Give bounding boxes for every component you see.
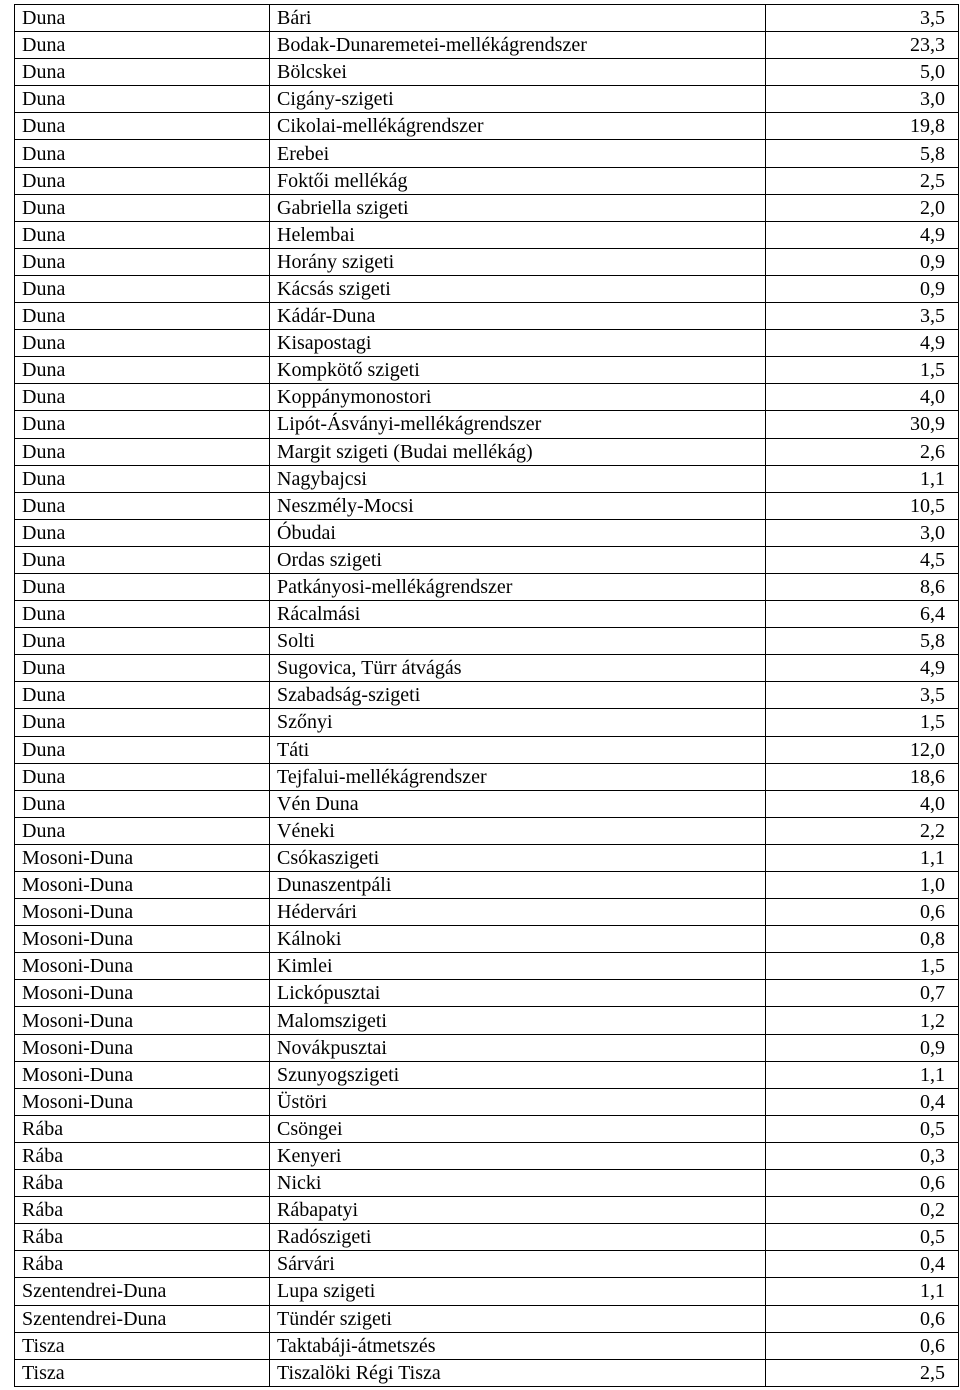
branch-name-cell: Kompkötő szigeti bbox=[270, 357, 766, 384]
branch-name-cell: Szőnyi bbox=[270, 709, 766, 736]
river-cell: Duna bbox=[15, 32, 270, 59]
table-row bbox=[15, 32, 959, 59]
table-row bbox=[15, 1359, 959, 1386]
value-cell: 0,5 bbox=[766, 1115, 959, 1142]
branch-name-cell: Sugovica, Türr átvágás bbox=[270, 655, 766, 682]
table-row bbox=[15, 655, 959, 682]
table-row bbox=[15, 465, 959, 492]
table-row bbox=[15, 438, 959, 465]
branch-name-cell: Kimlei bbox=[270, 953, 766, 980]
table-row bbox=[15, 1224, 959, 1251]
value-cell: 4,0 bbox=[766, 384, 959, 411]
river-cell: Tisza bbox=[15, 1332, 270, 1359]
table-row bbox=[15, 248, 959, 275]
river-cell: Duna bbox=[15, 573, 270, 600]
branch-name-cell: Óbudai bbox=[270, 519, 766, 546]
river-cell: Duna bbox=[15, 601, 270, 628]
value-cell: 1,5 bbox=[766, 953, 959, 980]
branch-name-cell: Kálnoki bbox=[270, 926, 766, 953]
value-cell: 3,0 bbox=[766, 519, 959, 546]
river-cell: Duna bbox=[15, 5, 270, 32]
value-cell: 1,1 bbox=[766, 1061, 959, 1088]
value-cell: 18,6 bbox=[766, 763, 959, 790]
branch-name-cell: Solti bbox=[270, 628, 766, 655]
value-cell: 0,7 bbox=[766, 980, 959, 1007]
value-cell: 0,8 bbox=[766, 926, 959, 953]
value-cell: 1,0 bbox=[766, 872, 959, 899]
river-cell: Mosoni-Duna bbox=[15, 953, 270, 980]
value-cell: 12,0 bbox=[766, 736, 959, 763]
value-cell: 0,9 bbox=[766, 248, 959, 275]
river-cell: Mosoni-Duna bbox=[15, 1034, 270, 1061]
branch-name-cell: Novákpusztai bbox=[270, 1034, 766, 1061]
value-cell: 4,9 bbox=[766, 655, 959, 682]
river-cell: Szentendrei-Duna bbox=[15, 1278, 270, 1305]
value-cell: 1,1 bbox=[766, 465, 959, 492]
river-cell: Duna bbox=[15, 628, 270, 655]
river-cell: Duna bbox=[15, 736, 270, 763]
value-cell: 4,9 bbox=[766, 221, 959, 248]
river-cell: Duna bbox=[15, 194, 270, 221]
branch-name-cell: Horány szigeti bbox=[270, 248, 766, 275]
branch-name-cell: Taktabáji-átmetszés bbox=[270, 1332, 766, 1359]
table-row bbox=[15, 1278, 959, 1305]
table-row bbox=[15, 844, 959, 871]
river-cell: Mosoni-Duna bbox=[15, 844, 270, 871]
river-cell: Duna bbox=[15, 519, 270, 546]
table-row bbox=[15, 1251, 959, 1278]
river-cell: Duna bbox=[15, 167, 270, 194]
river-cell: Rába bbox=[15, 1170, 270, 1197]
value-cell: 0,4 bbox=[766, 1088, 959, 1115]
river-cell: Rába bbox=[15, 1142, 270, 1169]
river-cell: Duna bbox=[15, 330, 270, 357]
table-row bbox=[15, 980, 959, 1007]
table-row bbox=[15, 763, 959, 790]
table-row bbox=[15, 546, 959, 573]
table-row bbox=[15, 1061, 959, 1088]
branch-name-cell: Koppánymonostori bbox=[270, 384, 766, 411]
branch-name-cell: Vén Duna bbox=[270, 790, 766, 817]
table-row bbox=[15, 601, 959, 628]
table-row bbox=[15, 899, 959, 926]
value-cell: 19,8 bbox=[766, 113, 959, 140]
river-cell: Tisza bbox=[15, 1359, 270, 1386]
branch-name-cell: Tejfalui-mellékágrendszer bbox=[270, 763, 766, 790]
branch-name-cell: Csókaszigeti bbox=[270, 844, 766, 871]
value-cell: 0,6 bbox=[766, 1170, 959, 1197]
table-row bbox=[15, 817, 959, 844]
branch-name-cell: Csöngei bbox=[270, 1115, 766, 1142]
table-row bbox=[15, 140, 959, 167]
value-cell: 0,2 bbox=[766, 1197, 959, 1224]
value-cell: 1,2 bbox=[766, 1007, 959, 1034]
branch-name-cell: Helembai bbox=[270, 221, 766, 248]
branch-name-cell: Nagybajcsi bbox=[270, 465, 766, 492]
table-row bbox=[15, 682, 959, 709]
branch-name-cell: Gabriella szigeti bbox=[270, 194, 766, 221]
river-cell: Rába bbox=[15, 1115, 270, 1142]
table-row bbox=[15, 86, 959, 113]
branch-name-cell: Kisapostagi bbox=[270, 330, 766, 357]
branch-name-cell: Radószigeti bbox=[270, 1224, 766, 1251]
value-cell: 0,6 bbox=[766, 899, 959, 926]
river-cell: Duna bbox=[15, 275, 270, 302]
table-row bbox=[15, 926, 959, 953]
branch-name-cell: Véneki bbox=[270, 817, 766, 844]
river-cell: Duna bbox=[15, 86, 270, 113]
branch-name-cell: Bölcskei bbox=[270, 59, 766, 86]
value-cell: 1,1 bbox=[766, 844, 959, 871]
value-cell: 10,5 bbox=[766, 492, 959, 519]
table-row bbox=[15, 628, 959, 655]
river-cell: Mosoni-Duna bbox=[15, 872, 270, 899]
data-table bbox=[14, 4, 959, 1387]
table-row bbox=[15, 167, 959, 194]
table-row bbox=[15, 1034, 959, 1061]
value-cell: 23,3 bbox=[766, 32, 959, 59]
river-cell: Duna bbox=[15, 59, 270, 86]
river-cell: Duna bbox=[15, 384, 270, 411]
table-row bbox=[15, 5, 959, 32]
value-cell: 0,9 bbox=[766, 1034, 959, 1061]
table-row bbox=[15, 1142, 959, 1169]
value-cell: 3,5 bbox=[766, 5, 959, 32]
river-cell: Mosoni-Duna bbox=[15, 1088, 270, 1115]
branch-name-cell: Táti bbox=[270, 736, 766, 763]
value-cell: 4,0 bbox=[766, 790, 959, 817]
value-cell: 2,6 bbox=[766, 438, 959, 465]
table-row bbox=[15, 113, 959, 140]
river-cell: Duna bbox=[15, 113, 270, 140]
table-row bbox=[15, 357, 959, 384]
branch-name-cell: Szabadság-szigeti bbox=[270, 682, 766, 709]
river-cell: Duna bbox=[15, 682, 270, 709]
river-cell: Duna bbox=[15, 655, 270, 682]
branch-name-cell: Sárvári bbox=[270, 1251, 766, 1278]
river-cell: Duna bbox=[15, 438, 270, 465]
table-row bbox=[15, 1305, 959, 1332]
table-row bbox=[15, 194, 959, 221]
river-cell: Duna bbox=[15, 492, 270, 519]
value-cell: 1,5 bbox=[766, 709, 959, 736]
table-row bbox=[15, 411, 959, 438]
branch-name-cell: Tündér szigeti bbox=[270, 1305, 766, 1332]
river-cell: Duna bbox=[15, 357, 270, 384]
branch-name-cell: Kenyeri bbox=[270, 1142, 766, 1169]
value-cell: 5,8 bbox=[766, 628, 959, 655]
branch-name-cell: Bári bbox=[270, 5, 766, 32]
value-cell: 2,5 bbox=[766, 1359, 959, 1386]
branch-name-cell: Bodak-Dunaremetei-mellékágrendszer bbox=[270, 32, 766, 59]
river-cell: Mosoni-Duna bbox=[15, 899, 270, 926]
table-row bbox=[15, 573, 959, 600]
value-cell: 5,0 bbox=[766, 59, 959, 86]
table-row bbox=[15, 275, 959, 302]
river-cell: Mosoni-Duna bbox=[15, 1007, 270, 1034]
table-row bbox=[15, 384, 959, 411]
table-row bbox=[15, 1170, 959, 1197]
branch-name-cell: Nicki bbox=[270, 1170, 766, 1197]
value-cell: 2,0 bbox=[766, 194, 959, 221]
value-cell: 0,3 bbox=[766, 1142, 959, 1169]
table-row bbox=[15, 492, 959, 519]
value-cell: 0,5 bbox=[766, 1224, 959, 1251]
river-cell: Duna bbox=[15, 763, 270, 790]
value-cell: 1,1 bbox=[766, 1278, 959, 1305]
value-cell: 0,6 bbox=[766, 1332, 959, 1359]
value-cell: 3,5 bbox=[766, 303, 959, 330]
table-row bbox=[15, 1088, 959, 1115]
branch-name-cell: Erebei bbox=[270, 140, 766, 167]
branch-name-cell: Patkányosi-mellékágrendszer bbox=[270, 573, 766, 600]
river-cell: Duna bbox=[15, 248, 270, 275]
table-body bbox=[15, 5, 959, 1387]
river-cell: Duna bbox=[15, 817, 270, 844]
river-cell: Rába bbox=[15, 1251, 270, 1278]
river-cell: Duna bbox=[15, 140, 270, 167]
value-cell: 5,8 bbox=[766, 140, 959, 167]
value-cell: 3,0 bbox=[766, 86, 959, 113]
table-row bbox=[15, 303, 959, 330]
branch-name-cell: Hédervári bbox=[270, 899, 766, 926]
value-cell: 30,9 bbox=[766, 411, 959, 438]
branch-name-cell: Dunaszentpáli bbox=[270, 872, 766, 899]
branch-name-cell: Rábapatyi bbox=[270, 1197, 766, 1224]
river-cell: Duna bbox=[15, 303, 270, 330]
table-row bbox=[15, 221, 959, 248]
river-cell: Duna bbox=[15, 465, 270, 492]
branch-name-cell: Margit szigeti (Budai mellékág) bbox=[270, 438, 766, 465]
river-cell: Mosoni-Duna bbox=[15, 926, 270, 953]
branch-name-cell: Malomszigeti bbox=[270, 1007, 766, 1034]
branch-name-cell: Kácsás szigeti bbox=[270, 275, 766, 302]
table-row bbox=[15, 1332, 959, 1359]
river-cell: Duna bbox=[15, 709, 270, 736]
branch-name-cell: Cigány-szigeti bbox=[270, 86, 766, 113]
value-cell: 1,5 bbox=[766, 357, 959, 384]
river-cell: Duna bbox=[15, 411, 270, 438]
table-row bbox=[15, 1197, 959, 1224]
table-row bbox=[15, 953, 959, 980]
table-row bbox=[15, 59, 959, 86]
branch-name-cell: Rácalmási bbox=[270, 601, 766, 628]
branch-name-cell: Cikolai-mellékágrendszer bbox=[270, 113, 766, 140]
river-cell: Mosoni-Duna bbox=[15, 980, 270, 1007]
branch-name-cell: Tiszalöki Régi Tisza bbox=[270, 1359, 766, 1386]
table-row bbox=[15, 736, 959, 763]
value-cell: 3,5 bbox=[766, 682, 959, 709]
value-cell: 4,9 bbox=[766, 330, 959, 357]
river-cell: Rába bbox=[15, 1224, 270, 1251]
value-cell: 4,5 bbox=[766, 546, 959, 573]
river-cell: Duna bbox=[15, 790, 270, 817]
table-row bbox=[15, 709, 959, 736]
branch-name-cell: Kádár-Duna bbox=[270, 303, 766, 330]
branch-name-cell: Üstöri bbox=[270, 1088, 766, 1115]
value-cell: 0,6 bbox=[766, 1305, 959, 1332]
branch-name-cell: Neszmély-Mocsi bbox=[270, 492, 766, 519]
branch-name-cell: Lickópusztai bbox=[270, 980, 766, 1007]
value-cell: 2,5 bbox=[766, 167, 959, 194]
river-cell: Mosoni-Duna bbox=[15, 1061, 270, 1088]
table-row bbox=[15, 330, 959, 357]
value-cell: 0,9 bbox=[766, 275, 959, 302]
river-cell: Duna bbox=[15, 546, 270, 573]
branch-name-cell: Szunyogszigeti bbox=[270, 1061, 766, 1088]
river-cell: Duna bbox=[15, 221, 270, 248]
table-row bbox=[15, 519, 959, 546]
branch-name-cell: Ordas szigeti bbox=[270, 546, 766, 573]
value-cell: 2,2 bbox=[766, 817, 959, 844]
table-row bbox=[15, 1007, 959, 1034]
value-cell: 0,4 bbox=[766, 1251, 959, 1278]
value-cell: 6,4 bbox=[766, 601, 959, 628]
river-cell: Rába bbox=[15, 1197, 270, 1224]
table-row bbox=[15, 872, 959, 899]
branch-name-cell: Foktői mellékág bbox=[270, 167, 766, 194]
table-row bbox=[15, 790, 959, 817]
branch-name-cell: Lupa szigeti bbox=[270, 1278, 766, 1305]
river-cell: Szentendrei-Duna bbox=[15, 1305, 270, 1332]
branch-name-cell: Lipót-Ásványi-mellékágrendszer bbox=[270, 411, 766, 438]
table-row bbox=[15, 1115, 959, 1142]
value-cell: 8,6 bbox=[766, 573, 959, 600]
